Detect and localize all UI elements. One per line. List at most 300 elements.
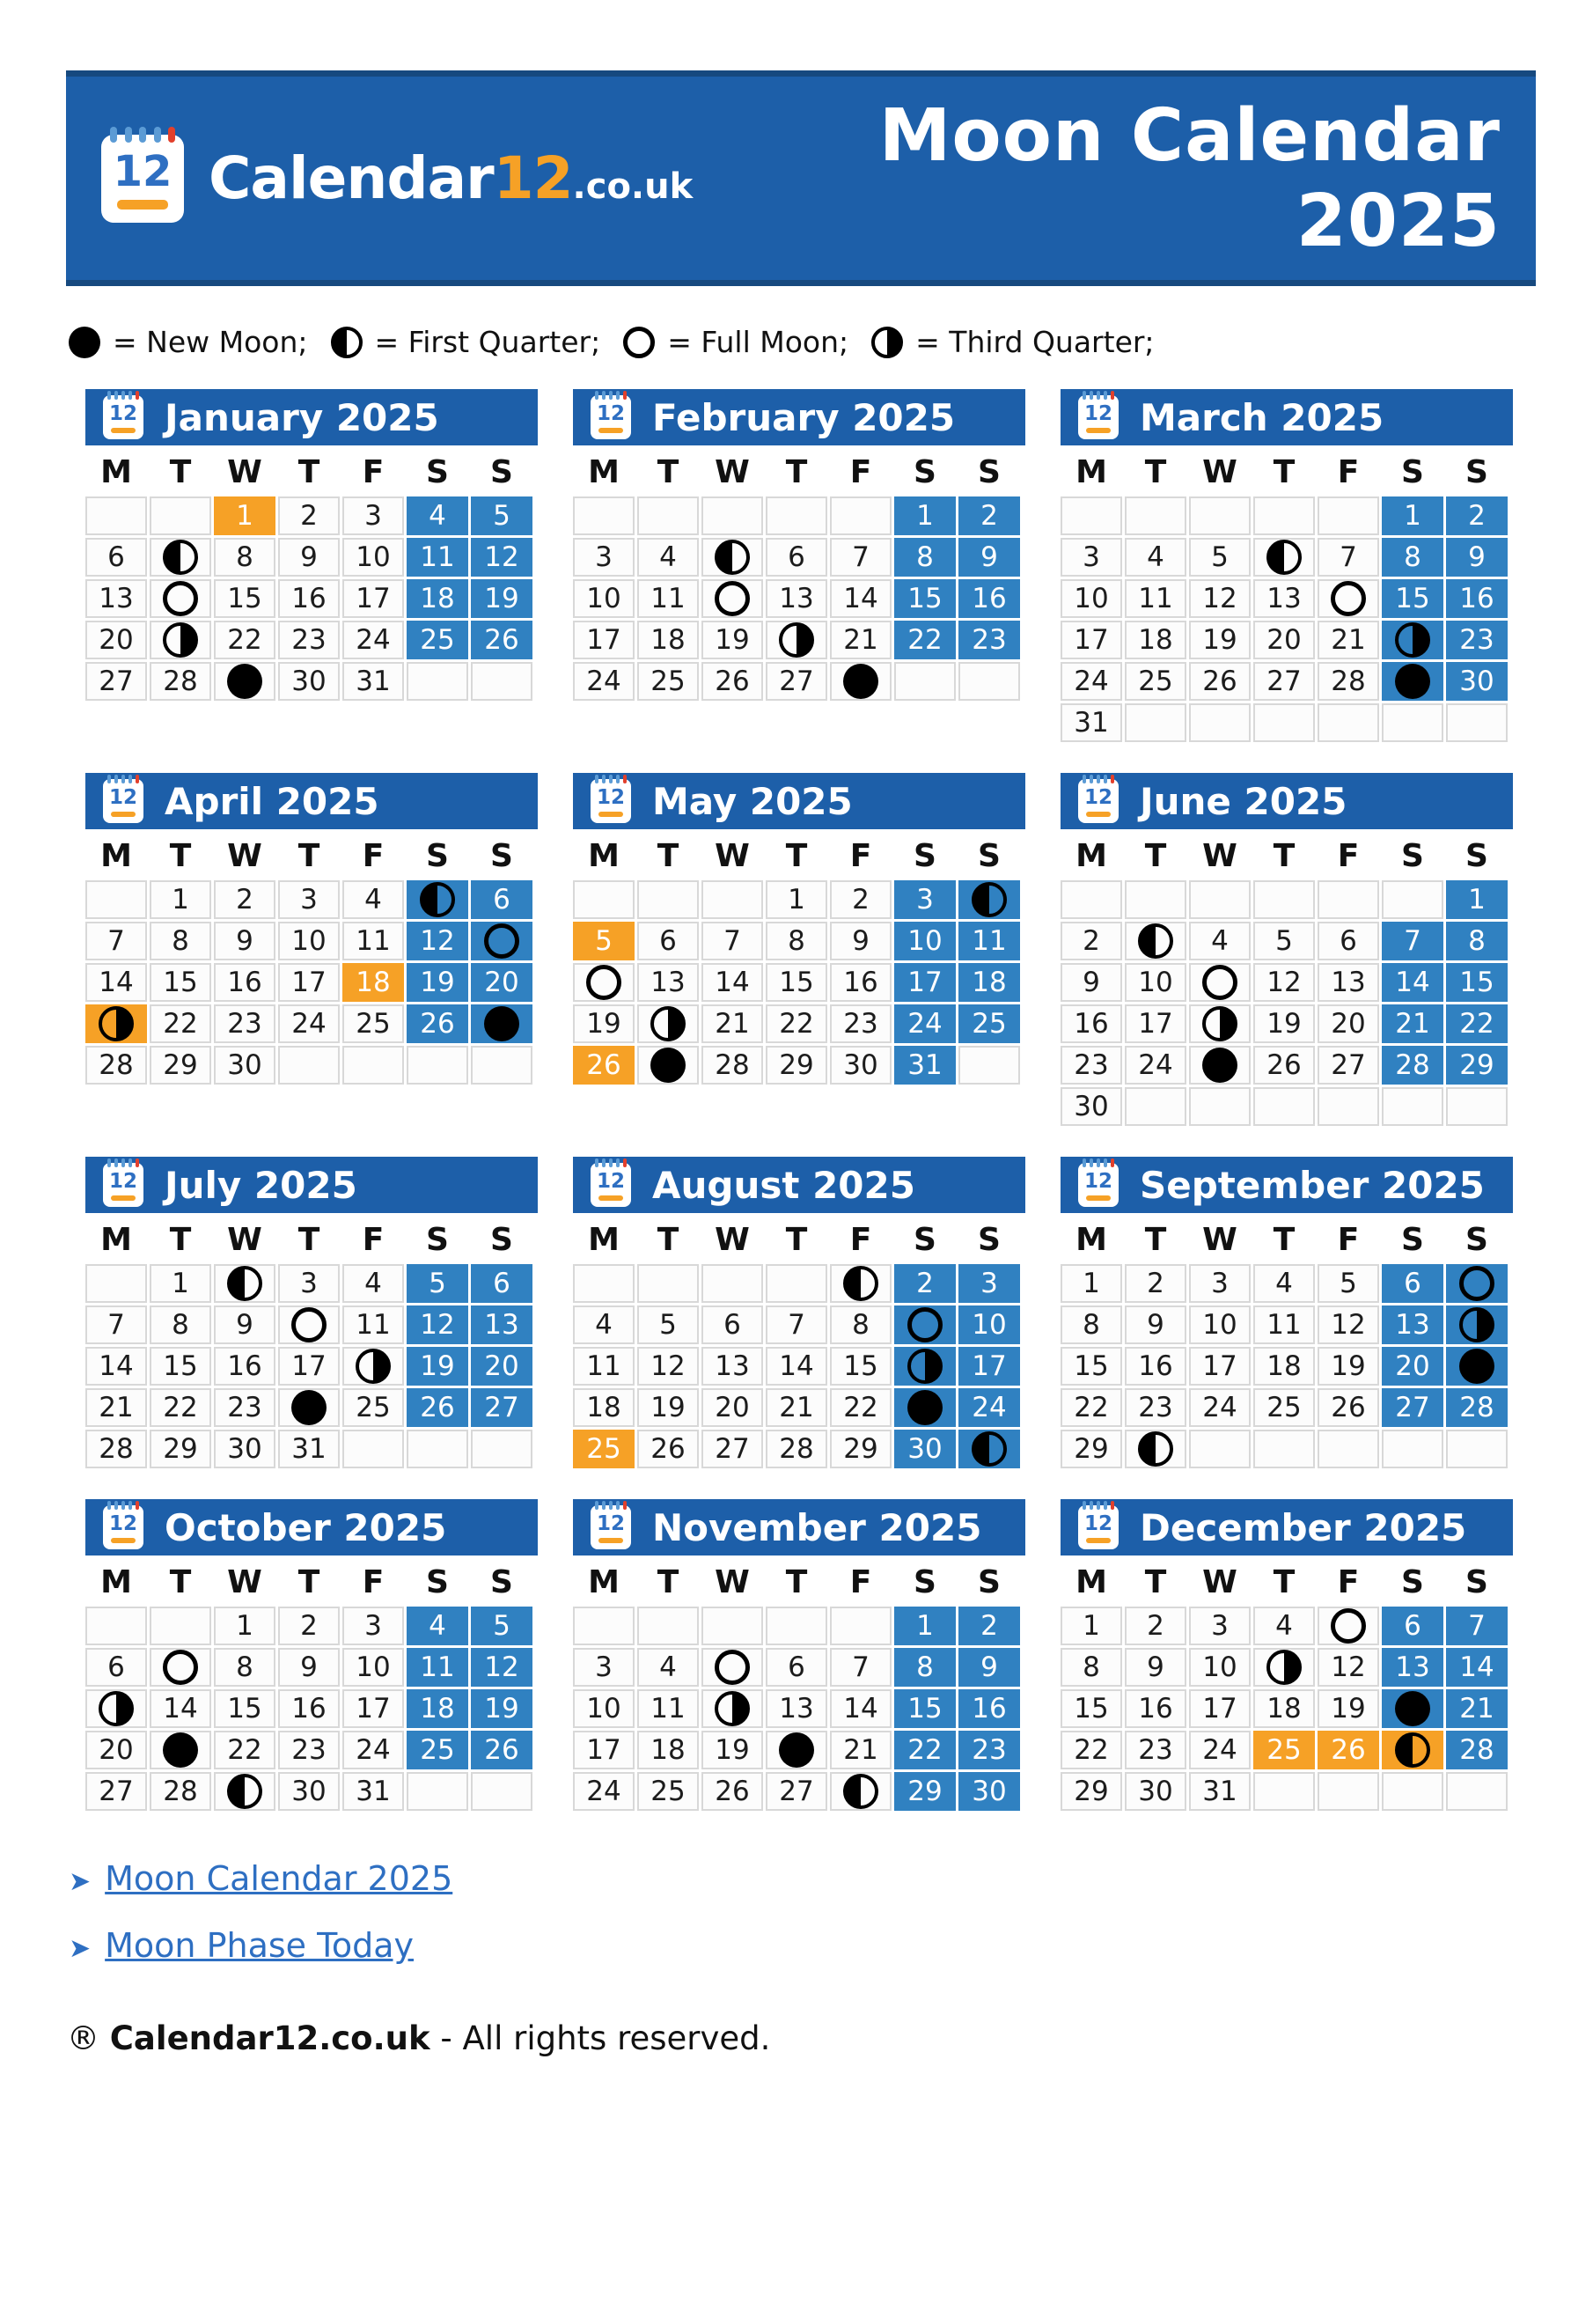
weekday-label: S bbox=[914, 837, 936, 874]
day-cell-may-23: 23 bbox=[830, 1004, 892, 1043]
day-cell-march-21: 21 bbox=[1318, 621, 1379, 659]
empty-cell bbox=[1382, 1430, 1443, 1468]
day-cell-march-29 bbox=[1382, 662, 1443, 701]
day-cell-february-27: 27 bbox=[766, 662, 827, 701]
month-header bbox=[85, 773, 538, 829]
day-cell-may-27 bbox=[637, 1046, 699, 1085]
new-moon-icon bbox=[1395, 664, 1430, 699]
new-moon-icon bbox=[1459, 1349, 1494, 1384]
calendar-icon-ring bbox=[114, 1158, 118, 1167]
day-cell-december-1: 1 bbox=[1061, 1607, 1122, 1645]
logo-text bbox=[209, 144, 693, 212]
day-cell-june-6: 6 bbox=[1318, 922, 1379, 960]
empty-cell bbox=[1061, 496, 1122, 535]
empty-cell bbox=[830, 496, 892, 535]
day-cell-july-12: 12 bbox=[407, 1305, 468, 1344]
day-cell-may-31: 31 bbox=[894, 1046, 956, 1085]
month-grid bbox=[570, 831, 1023, 1087]
day-cell-september-19: 19 bbox=[1318, 1347, 1379, 1386]
day-cell-september-11: 11 bbox=[1253, 1305, 1315, 1344]
empty-cell bbox=[1446, 1430, 1508, 1468]
day-cell-september-25: 25 bbox=[1253, 1388, 1315, 1427]
month-calendar-june bbox=[1061, 773, 1513, 1129]
calendar-icon-ring bbox=[1104, 775, 1107, 783]
empty-cell bbox=[471, 1046, 532, 1085]
weekday-row bbox=[1061, 1217, 1508, 1261]
day-cell-october-18: 18 bbox=[407, 1689, 468, 1728]
week-row bbox=[573, 1388, 1020, 1427]
moon-calendar-2025-link[interactable]: Moon Calendar 2025 bbox=[105, 1859, 453, 1898]
weekday-label: M bbox=[1075, 837, 1107, 874]
empty-cell bbox=[1253, 496, 1315, 535]
day-cell-november-26: 26 bbox=[701, 1772, 763, 1811]
month-grid bbox=[83, 1215, 535, 1471]
weekday-label: S bbox=[1401, 1563, 1424, 1600]
empty-cell bbox=[1318, 1430, 1379, 1468]
day-cell-october-11: 11 bbox=[407, 1648, 468, 1687]
logo-brand: Calendar bbox=[209, 144, 494, 212]
empty-cell bbox=[471, 662, 532, 701]
day-cell-june-5: 5 bbox=[1253, 922, 1315, 960]
third-quarter-moon-icon bbox=[356, 1349, 391, 1384]
day-cell-february-17: 17 bbox=[573, 621, 635, 659]
calendar-icon-red-pin bbox=[136, 775, 139, 783]
day-cell-december-28: 28 bbox=[1446, 1731, 1508, 1769]
weekday-label: F bbox=[362, 1221, 385, 1258]
calendar-icon bbox=[103, 1505, 143, 1549]
weekday-label: M bbox=[100, 453, 132, 490]
month-calendar-september bbox=[1061, 1157, 1513, 1471]
weekday-label: T bbox=[1273, 453, 1296, 490]
calendar-icon-ring bbox=[609, 1501, 613, 1510]
day-cell-october-15: 15 bbox=[214, 1689, 275, 1728]
new-moon-icon bbox=[779, 1732, 814, 1768]
weekday-label: S bbox=[978, 1221, 1001, 1258]
weekday-label: W bbox=[227, 1563, 262, 1600]
empty-cell bbox=[1382, 880, 1443, 919]
day-cell-august-19: 19 bbox=[637, 1388, 699, 1427]
day-cell-june-25 bbox=[1189, 1046, 1251, 1085]
day-cell-september-2: 2 bbox=[1125, 1264, 1186, 1303]
calendar-icon-ring bbox=[1097, 1158, 1100, 1167]
day-cell-october-6: 6 bbox=[85, 1648, 147, 1687]
first-quarter-moon-icon bbox=[715, 540, 750, 575]
calendar-icon-red-pin bbox=[136, 1158, 139, 1167]
week-row bbox=[85, 579, 532, 618]
third-quarter-moon-icon bbox=[907, 1349, 943, 1384]
day-cell-october-3: 3 bbox=[342, 1607, 404, 1645]
calendar-icon-ring bbox=[595, 775, 598, 783]
day-cell-november-21: 21 bbox=[830, 1731, 892, 1769]
day-cell-august-28: 28 bbox=[766, 1430, 827, 1468]
week-row bbox=[85, 922, 532, 960]
day-cell-march-10: 10 bbox=[1061, 579, 1122, 618]
day-cell-december-11 bbox=[1253, 1648, 1315, 1687]
day-cell-august-22: 22 bbox=[830, 1388, 892, 1427]
calendar-icon-ring bbox=[595, 1501, 598, 1510]
calendar-icon-number: 12 bbox=[113, 147, 173, 196]
day-cell-october-22: 22 bbox=[214, 1731, 275, 1769]
day-cell-november-11: 11 bbox=[637, 1689, 699, 1728]
weekday-label: M bbox=[1075, 1221, 1107, 1258]
weekday-row bbox=[85, 1217, 532, 1261]
week-row bbox=[85, 1388, 532, 1427]
day-cell-july-19: 19 bbox=[407, 1347, 468, 1386]
month-grid bbox=[1058, 447, 1510, 745]
week-row bbox=[85, 1004, 532, 1043]
footer-links bbox=[69, 1859, 1593, 1965]
month-calendar-march bbox=[1061, 389, 1513, 745]
calendar-icon-ring bbox=[1090, 391, 1093, 400]
day-cell-august-24: 24 bbox=[958, 1388, 1020, 1427]
empty-cell bbox=[573, 1607, 635, 1645]
week-row bbox=[1061, 1648, 1508, 1687]
day-cell-june-7: 7 bbox=[1382, 922, 1443, 960]
day-cell-may-5: 5 bbox=[573, 922, 635, 960]
week-row bbox=[573, 1305, 1020, 1344]
day-cell-november-7: 7 bbox=[830, 1648, 892, 1687]
day-cell-july-27: 27 bbox=[471, 1388, 532, 1427]
day-cell-july-5: 5 bbox=[407, 1264, 468, 1303]
weekday-row bbox=[573, 834, 1020, 878]
empty-cell bbox=[1189, 880, 1251, 919]
empty-cell bbox=[278, 1046, 340, 1085]
week-row bbox=[1061, 1046, 1508, 1085]
month-calendar-august bbox=[573, 1157, 1025, 1471]
empty-cell bbox=[701, 880, 763, 919]
empty-cell bbox=[1318, 1772, 1379, 1811]
weekday-label: T bbox=[1273, 837, 1296, 874]
day-cell-april-4: 4 bbox=[342, 880, 404, 919]
new-moon-icon bbox=[907, 1390, 943, 1425]
weekday-label: S bbox=[914, 453, 936, 490]
day-cell-january-1: 1 bbox=[214, 496, 275, 535]
moon-phase-legend bbox=[69, 325, 1593, 359]
full-moon-icon bbox=[163, 1650, 198, 1685]
day-cell-october-26: 26 bbox=[471, 1731, 532, 1769]
month-grid bbox=[570, 1215, 1023, 1471]
new-moon-icon bbox=[1202, 1048, 1237, 1083]
day-cell-october-5: 5 bbox=[471, 1607, 532, 1645]
calendar-icon-ring bbox=[121, 775, 125, 783]
calendar-icon-rings bbox=[107, 1158, 139, 1167]
day-cell-june-13: 13 bbox=[1318, 963, 1379, 1002]
calendar-icon-ring bbox=[609, 1158, 613, 1167]
empty-cell bbox=[85, 880, 147, 919]
week-row bbox=[1061, 1607, 1508, 1645]
day-cell-february-11: 11 bbox=[637, 579, 699, 618]
day-cell-october-4: 4 bbox=[407, 1607, 468, 1645]
empty-cell bbox=[958, 662, 1020, 701]
day-cell-february-25: 25 bbox=[637, 662, 699, 701]
calendar-icon-ring bbox=[128, 775, 132, 783]
empty-cell bbox=[1125, 703, 1186, 742]
calendar-icon-bar bbox=[111, 428, 136, 433]
moon-phase-today-link[interactable]: Moon Phase Today bbox=[105, 1926, 415, 1965]
weekday-label: T bbox=[1144, 1221, 1167, 1258]
day-cell-september-1: 1 bbox=[1061, 1264, 1122, 1303]
calendar-icon bbox=[1078, 1163, 1119, 1207]
day-cell-january-6: 6 bbox=[85, 538, 147, 577]
month-header bbox=[1061, 1499, 1513, 1555]
day-cell-april-22: 22 bbox=[150, 1004, 211, 1043]
week-row bbox=[1061, 1004, 1508, 1043]
full-moon-icon bbox=[1202, 965, 1237, 1000]
day-cell-january-31: 31 bbox=[342, 662, 404, 701]
day-cell-april-18: 18 bbox=[342, 963, 404, 1002]
empty-cell bbox=[1253, 1772, 1315, 1811]
calendar-icon bbox=[1078, 1505, 1119, 1549]
calendar-icon-bar bbox=[1086, 812, 1111, 817]
day-cell-january-19: 19 bbox=[471, 579, 532, 618]
first-quarter-moon-icon bbox=[420, 882, 455, 917]
day-cell-may-30: 30 bbox=[830, 1046, 892, 1085]
day-cell-march-18: 18 bbox=[1125, 621, 1186, 659]
weekday-label: T bbox=[785, 837, 808, 874]
calendar-icon-bar bbox=[598, 1538, 623, 1543]
empty-cell bbox=[1318, 703, 1379, 742]
day-cell-may-12 bbox=[573, 963, 635, 1002]
week-row bbox=[1061, 880, 1508, 919]
day-cell-february-22: 22 bbox=[894, 621, 956, 659]
day-cell-march-13: 13 bbox=[1253, 579, 1315, 618]
full-moon-icon bbox=[586, 965, 621, 1000]
day-cell-october-20: 20 bbox=[85, 1731, 147, 1769]
day-cell-january-2: 2 bbox=[278, 496, 340, 535]
day-cell-december-8: 8 bbox=[1061, 1648, 1122, 1687]
calendar-icon-ring bbox=[1083, 1158, 1086, 1167]
day-cell-october-2: 2 bbox=[278, 1607, 340, 1645]
new-moon-icon bbox=[843, 664, 878, 699]
empty-cell bbox=[573, 880, 635, 919]
week-row bbox=[85, 621, 532, 659]
calendar-icon bbox=[591, 1505, 631, 1549]
month-grid bbox=[570, 1557, 1023, 1813]
weekday-label: M bbox=[588, 837, 620, 874]
empty-cell bbox=[1253, 1087, 1315, 1126]
weekday-label: T bbox=[657, 1563, 679, 1600]
calendar-icon-rings bbox=[1083, 391, 1114, 400]
calendar-icon-number: 12 bbox=[108, 1511, 137, 1535]
empty-cell bbox=[1446, 703, 1508, 742]
empty-cell bbox=[1318, 880, 1379, 919]
day-cell-december-23: 23 bbox=[1125, 1731, 1186, 1769]
weekday-row bbox=[573, 450, 1020, 494]
calendar-icon bbox=[103, 395, 143, 439]
week-row bbox=[573, 1264, 1020, 1303]
day-cell-july-4: 4 bbox=[342, 1264, 404, 1303]
day-cell-june-1: 1 bbox=[1446, 880, 1508, 919]
weekday-label: S bbox=[490, 453, 513, 490]
day-cell-april-2: 2 bbox=[214, 880, 275, 919]
day-cell-august-1 bbox=[830, 1264, 892, 1303]
day-cell-february-7: 7 bbox=[830, 538, 892, 577]
day-cell-december-15: 15 bbox=[1061, 1689, 1122, 1728]
day-cell-june-30: 30 bbox=[1061, 1087, 1122, 1126]
empty-cell bbox=[1318, 496, 1379, 535]
arrow-bullet-icon: ➤ bbox=[69, 1933, 92, 1964]
day-cell-may-17: 17 bbox=[894, 963, 956, 1002]
week-row bbox=[85, 1607, 532, 1645]
third-quarter-moon-icon bbox=[1266, 1650, 1302, 1685]
day-cell-may-29: 29 bbox=[766, 1046, 827, 1085]
day-cell-march-12: 12 bbox=[1189, 579, 1251, 618]
day-cell-october-25: 25 bbox=[407, 1731, 468, 1769]
calendar-icon-ring bbox=[107, 391, 111, 400]
calendar-icon-rings bbox=[595, 1501, 627, 1510]
calendar-icon-ring bbox=[114, 775, 118, 783]
month-header bbox=[1061, 389, 1513, 445]
day-cell-october-23: 23 bbox=[278, 1731, 340, 1769]
day-cell-september-16: 16 bbox=[1125, 1347, 1186, 1386]
week-row bbox=[1061, 1430, 1508, 1468]
empty-cell bbox=[637, 880, 699, 919]
site-logo-link[interactable] bbox=[101, 135, 693, 223]
first-quarter-moon-icon bbox=[1266, 540, 1302, 575]
week-row bbox=[85, 1430, 532, 1468]
day-cell-september-29: 29 bbox=[1061, 1430, 1122, 1468]
third-quarter-moon-icon bbox=[163, 622, 198, 658]
first-quarter-moon-icon bbox=[1138, 923, 1173, 959]
day-cell-april-29: 29 bbox=[150, 1046, 211, 1085]
day-cell-april-24: 24 bbox=[278, 1004, 340, 1043]
day-cell-july-26: 26 bbox=[407, 1388, 468, 1427]
calendar-icon bbox=[591, 779, 631, 823]
day-cell-march-26: 26 bbox=[1189, 662, 1251, 701]
day-cell-february-1: 1 bbox=[894, 496, 956, 535]
day-cell-march-30: 30 bbox=[1446, 662, 1508, 701]
first-quarter-moon-icon bbox=[1395, 1732, 1430, 1768]
calendar-icon-ring bbox=[121, 1501, 125, 1510]
calendar-icon-red-pin bbox=[1111, 775, 1114, 783]
calendar-icon-ring bbox=[107, 775, 111, 783]
weekday-label: S bbox=[978, 453, 1001, 490]
day-cell-july-16: 16 bbox=[214, 1347, 275, 1386]
week-row bbox=[573, 1347, 1020, 1386]
day-cell-october-8: 8 bbox=[214, 1648, 275, 1687]
day-cell-september-9: 9 bbox=[1125, 1305, 1186, 1344]
day-cell-january-7 bbox=[150, 538, 211, 577]
day-cell-april-27 bbox=[471, 1004, 532, 1043]
empty-cell bbox=[637, 1607, 699, 1645]
day-cell-march-24: 24 bbox=[1061, 662, 1122, 701]
first-moon-icon bbox=[331, 327, 363, 358]
day-cell-december-3: 3 bbox=[1189, 1607, 1251, 1645]
calendar-icon-ring bbox=[609, 775, 613, 783]
day-cell-november-13: 13 bbox=[766, 1689, 827, 1728]
week-row bbox=[1061, 1347, 1508, 1386]
calendar-icon-ring bbox=[128, 1501, 132, 1510]
day-cell-july-15: 15 bbox=[150, 1347, 211, 1386]
empty-cell bbox=[1446, 1087, 1508, 1126]
weekday-row bbox=[85, 450, 532, 494]
calendar-icon-ring bbox=[1083, 1501, 1086, 1510]
day-cell-january-20: 20 bbox=[85, 621, 147, 659]
day-cell-june-11 bbox=[1189, 963, 1251, 1002]
week-row bbox=[573, 1046, 1020, 1085]
calendar-icon-rings bbox=[595, 391, 627, 400]
calendar-icon-bar bbox=[1086, 1538, 1111, 1543]
day-cell-october-21 bbox=[150, 1731, 211, 1769]
weekday-label: W bbox=[227, 453, 262, 490]
day-cell-may-13: 13 bbox=[637, 963, 699, 1002]
week-row bbox=[573, 880, 1020, 919]
day-cell-june-12: 12 bbox=[1253, 963, 1315, 1002]
day-cell-november-25: 25 bbox=[637, 1772, 699, 1811]
day-cell-september-18: 18 bbox=[1253, 1347, 1315, 1386]
weekday-label: T bbox=[297, 453, 320, 490]
day-cell-february-12 bbox=[701, 579, 763, 618]
weekday-label: F bbox=[849, 1221, 872, 1258]
day-cell-march-7: 7 bbox=[1318, 538, 1379, 577]
weekday-label: S bbox=[914, 1221, 936, 1258]
day-cell-november-1: 1 bbox=[894, 1607, 956, 1645]
weekday-label: S bbox=[490, 1563, 513, 1600]
week-row bbox=[573, 496, 1020, 535]
weekday-label: T bbox=[297, 837, 320, 874]
calendar-icon-bar bbox=[111, 1195, 136, 1201]
day-cell-october-14: 14 bbox=[150, 1689, 211, 1728]
day-cell-september-7 bbox=[1446, 1264, 1508, 1303]
day-cell-june-24: 24 bbox=[1125, 1046, 1186, 1085]
page-title bbox=[879, 93, 1501, 264]
empty-cell bbox=[958, 1046, 1020, 1085]
weekday-label: S bbox=[1465, 837, 1488, 874]
weekday-label: S bbox=[1465, 1563, 1488, 1600]
third-quarter-moon-icon bbox=[1459, 1307, 1494, 1342]
weekday-label: M bbox=[100, 1221, 132, 1258]
calendar-icon-ring bbox=[121, 391, 125, 400]
day-cell-november-18: 18 bbox=[637, 1731, 699, 1769]
day-cell-april-3: 3 bbox=[278, 880, 340, 919]
week-row bbox=[573, 1731, 1020, 1769]
day-cell-september-21 bbox=[1446, 1347, 1508, 1386]
third-moon-icon bbox=[871, 327, 903, 358]
new-moon-icon bbox=[69, 327, 100, 358]
month-calendar-december bbox=[1061, 1499, 1513, 1813]
weekday-row bbox=[573, 1560, 1020, 1604]
day-cell-july-20: 20 bbox=[471, 1347, 532, 1386]
day-cell-january-29 bbox=[214, 662, 275, 701]
day-cell-october-17: 17 bbox=[342, 1689, 404, 1728]
new-moon-icon bbox=[650, 1048, 686, 1083]
new-moon-icon bbox=[227, 664, 262, 699]
weekday-label: S bbox=[1465, 453, 1488, 490]
calendar-icon-number: 12 bbox=[596, 785, 625, 809]
week-row bbox=[1061, 662, 1508, 701]
day-cell-january-21 bbox=[150, 621, 211, 659]
day-cell-february-10: 10 bbox=[573, 579, 635, 618]
calendar-icon-red-pin bbox=[1111, 1501, 1114, 1510]
weekday-label: W bbox=[715, 1221, 750, 1258]
day-cell-august-11: 11 bbox=[573, 1347, 635, 1386]
day-cell-october-24: 24 bbox=[342, 1731, 404, 1769]
day-cell-november-10: 10 bbox=[573, 1689, 635, 1728]
day-cell-november-9: 9 bbox=[958, 1648, 1020, 1687]
weekday-label: T bbox=[657, 837, 679, 874]
full-moon-icon bbox=[623, 327, 655, 358]
calendar-icon-bar bbox=[598, 812, 623, 817]
empty-cell bbox=[342, 1430, 404, 1468]
weekday-label: F bbox=[849, 1563, 872, 1600]
calendar-icon-ring bbox=[602, 1158, 606, 1167]
month-header bbox=[1061, 773, 1513, 829]
empty-cell bbox=[573, 1264, 635, 1303]
day-cell-september-17: 17 bbox=[1189, 1347, 1251, 1386]
empty-cell bbox=[407, 662, 468, 701]
day-cell-december-5 bbox=[1318, 1607, 1379, 1645]
day-cell-july-13: 13 bbox=[471, 1305, 532, 1344]
